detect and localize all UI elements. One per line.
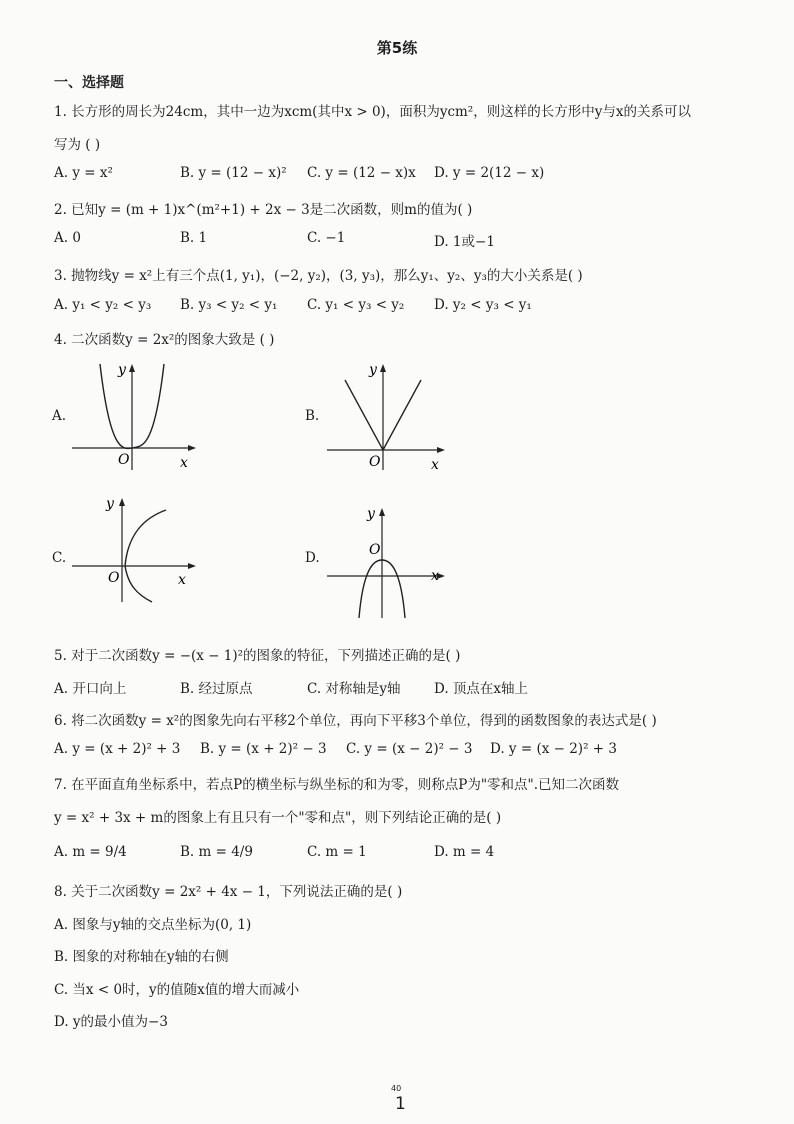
x-arrow-a bbox=[188, 445, 196, 451]
q4-graph-d[interactable] bbox=[325, 500, 450, 620]
q2-option-d[interactable]: D. 1或−1 bbox=[434, 234, 495, 250]
q8-option-d[interactable]: D. y的最小值为−3 bbox=[54, 1014, 168, 1030]
section-heading: 一、选择题 bbox=[54, 75, 124, 91]
origin-label-c: O bbox=[108, 570, 120, 586]
q7-option-b[interactable]: B. m = 4/9 bbox=[180, 844, 253, 860]
y-label-a: y bbox=[118, 362, 126, 378]
q1-option-c[interactable]: C. y = (12 − x)x bbox=[307, 165, 416, 181]
q4-graph-b[interactable] bbox=[325, 358, 450, 472]
q4-option-c-label[interactable]: C. bbox=[52, 550, 67, 566]
q2-option-c[interactable]: C. −1 bbox=[307, 230, 346, 246]
q4-graph-a[interactable] bbox=[70, 360, 200, 472]
origin-label-a: O bbox=[118, 452, 130, 468]
q4-option-d-label[interactable]: D. bbox=[305, 550, 320, 566]
y-arrow-a bbox=[129, 364, 135, 372]
q7-stem-line1: 7. 在平面直角坐标系中，若点P的横坐标与纵坐标的和为零，则称点P为"零和点".已知二次函数 bbox=[54, 777, 620, 793]
y-arrow-c bbox=[119, 498, 125, 506]
q4-option-b-label[interactable]: B. bbox=[305, 408, 320, 424]
x-label-c: x bbox=[178, 572, 186, 588]
y-arrow-d bbox=[379, 508, 385, 516]
q7-option-d[interactable]: D. m = 4 bbox=[434, 844, 495, 860]
page-number-large: 1 bbox=[395, 1094, 406, 1114]
y-label-c: y bbox=[106, 496, 114, 512]
q2-option-a[interactable]: A. 0 bbox=[54, 230, 81, 246]
q1-option-d[interactable]: D. y = 2(12 − x) bbox=[434, 165, 545, 181]
q5-stem: 5. 对于二次函数y = −(x − 1)²的图象的特征，下列描述正确的是( ) bbox=[54, 648, 461, 664]
q2-option-b[interactable]: B. 1 bbox=[180, 230, 208, 246]
q1-stem-line2: 写为 ( ) bbox=[54, 137, 101, 153]
y-label-d: y bbox=[367, 506, 375, 522]
q5-option-b[interactable]: B. 经过原点 bbox=[180, 681, 253, 697]
origin-label-b: O bbox=[369, 454, 381, 470]
q5-option-a[interactable]: A. 开口向上 bbox=[54, 681, 127, 697]
x-label-a: x bbox=[180, 455, 188, 471]
q4-graph-c[interactable] bbox=[70, 490, 200, 605]
q4-stem: 4. 二次函数y = 2x²的图象大致是 ( ) bbox=[54, 332, 275, 348]
q8-option-a[interactable]: A. 图象与y轴的交点坐标为(0, 1) bbox=[54, 917, 252, 933]
q6-option-b[interactable]: B. y = (x + 2)² − 3 bbox=[200, 741, 327, 757]
y-label-b: y bbox=[369, 362, 377, 378]
sideways-parabola-c bbox=[125, 510, 166, 602]
q6-option-c[interactable]: C. y = (x − 2)² − 3 bbox=[346, 741, 473, 757]
page-number-small: 40 bbox=[391, 1084, 402, 1093]
q4-option-a-label[interactable]: A. bbox=[52, 408, 67, 424]
origin-label-d: O bbox=[369, 542, 381, 558]
x-arrow-c bbox=[188, 563, 196, 569]
page-title: 第5练 bbox=[376, 39, 418, 57]
x-label-d: x bbox=[431, 568, 439, 584]
q1-stem-line1: 1. 长方形的周长为24cm，其中一边为xcm(其中x > 0)，面积为ycm²，则这样的长方形中y与x的关系可以 bbox=[54, 104, 691, 120]
y-arrow-b bbox=[380, 364, 386, 372]
q6-option-a[interactable]: A. y = (x + 2)² + 3 bbox=[54, 741, 181, 757]
q8-stem: 8. 关于二次函数y = 2x² + 4x − 1，下列说法正确的是( ) bbox=[54, 884, 403, 900]
q1-option-a[interactable]: A. y = x² bbox=[54, 165, 113, 181]
q5-option-c[interactable]: C. 对称轴是y轴 bbox=[307, 681, 401, 697]
x-arrow-b bbox=[437, 447, 445, 453]
q2-stem: 2. 已知y = (m + 1)x^(m²+1) + 2x − 3是二次函数，则m的值为( ) bbox=[54, 202, 473, 218]
q3-stem: 3. 抛物线y = x²上有三个点(1, y₁)，(−2, y₂)，(3, y₃)，那么y₁、y₂、y₃的大小关系是( ) bbox=[54, 268, 583, 284]
q1-option-b[interactable]: B. y = (12 − x)² bbox=[180, 165, 287, 181]
q7-stem-line2: y = x² + 3x + m的图象上有且只有一个"零和点"，则下列结论正确的是( ) bbox=[54, 810, 502, 826]
q3-option-a[interactable]: A. y₁ < y₂ < y₃ bbox=[54, 297, 152, 313]
q8-option-c[interactable]: C. 当x < 0时，y的值随x值的增大而减小 bbox=[54, 982, 300, 998]
q3-option-d[interactable]: D. y₂ < y₃ < y₁ bbox=[434, 297, 532, 313]
q3-option-c[interactable]: C. y₁ < y₃ < y₂ bbox=[307, 297, 405, 313]
x-label-b: x bbox=[431, 457, 439, 472]
q6-stem: 6. 将二次函数y = x²的图象先向右平移2个单位，再向下平移3个单位，得到的函数图象的表达式是( ) bbox=[54, 713, 657, 729]
q8-option-b[interactable]: B. 图象的对称轴在y轴的右侧 bbox=[54, 949, 229, 965]
q7-option-a[interactable]: A. m = 9/4 bbox=[54, 844, 127, 860]
q7-option-c[interactable]: C. m = 1 bbox=[307, 844, 367, 860]
q3-option-b[interactable]: B. y₃ < y₂ < y₁ bbox=[180, 297, 278, 313]
q5-option-d[interactable]: D. 顶点在x轴上 bbox=[434, 681, 529, 697]
q6-option-d[interactable]: D. y = (x − 2)² + 3 bbox=[490, 741, 617, 757]
